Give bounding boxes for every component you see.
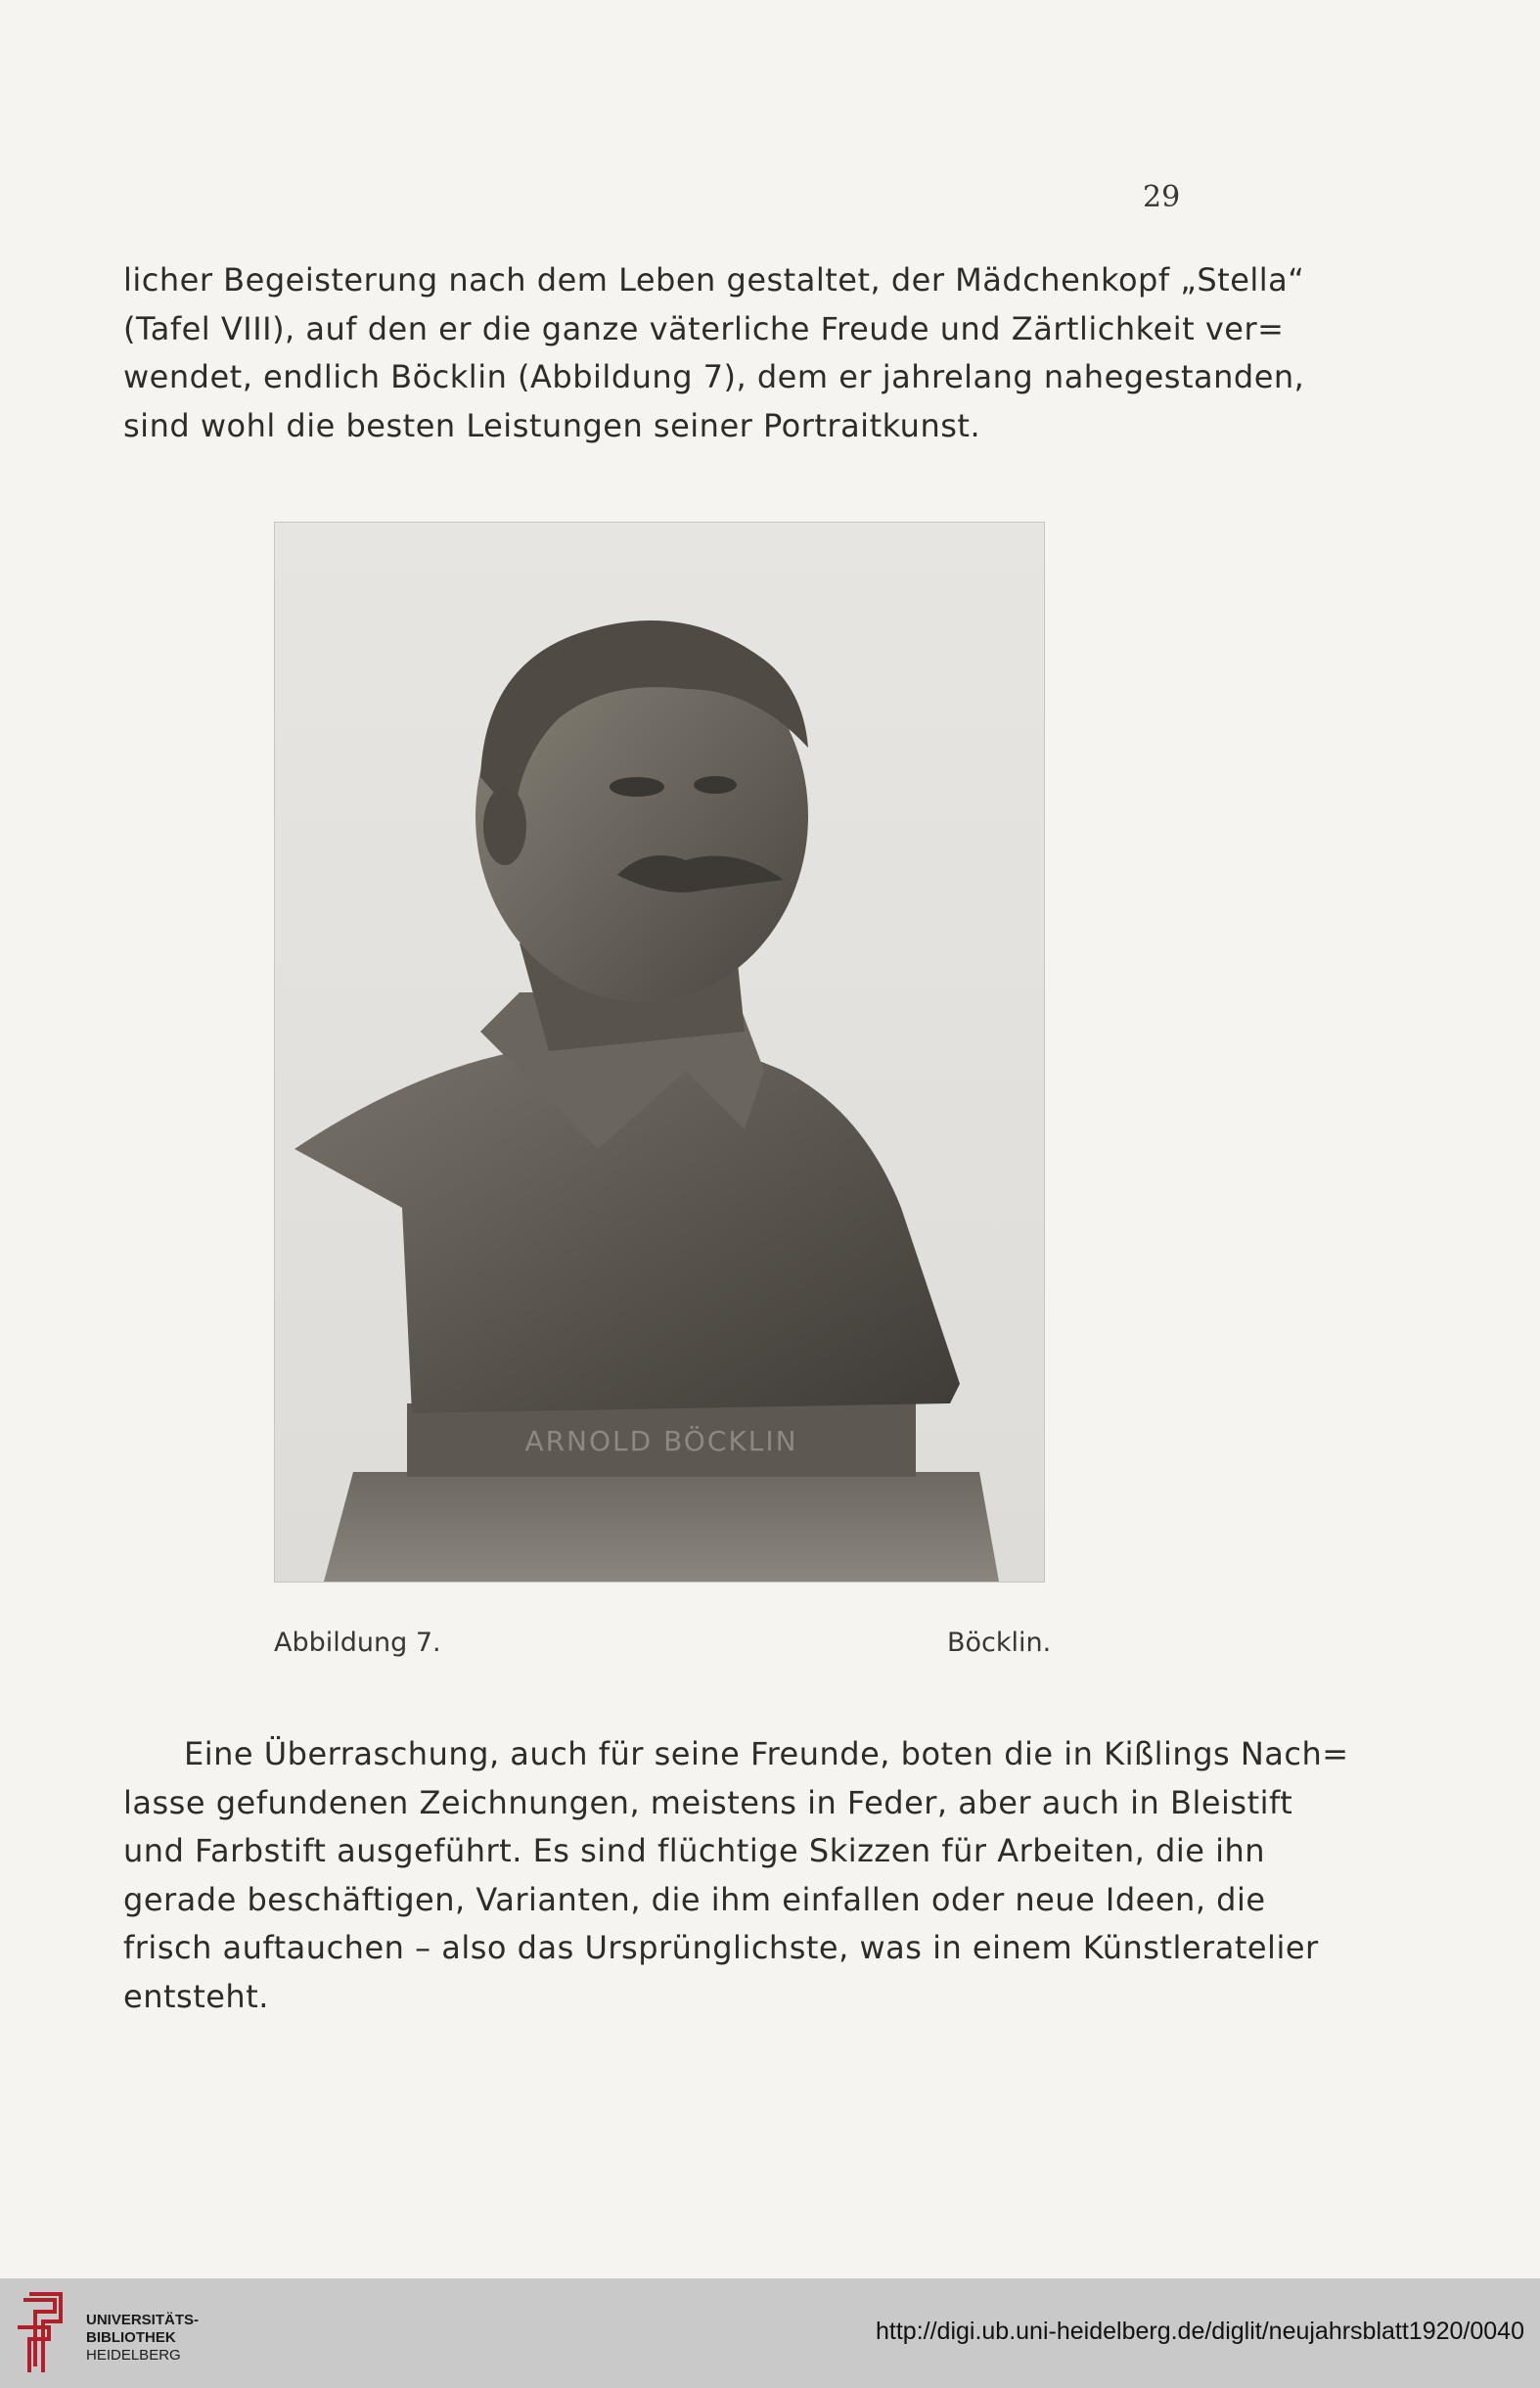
figure-caption-title: Böcklin. bbox=[947, 1628, 1052, 1658]
library-name-line: UNIVERSITÄTS- bbox=[86, 2312, 200, 2328]
paragraph-line: gerade beschäftigen, Varianten, die ihm einfallen oder neue Ideen, die bbox=[123, 1880, 1266, 1918]
library-name-line: HEIDELBERG bbox=[86, 2347, 181, 2364]
pedestal-shape bbox=[324, 1472, 999, 1582]
library-logo-icon bbox=[16, 2292, 74, 2374]
library-name bbox=[86, 2312, 199, 2365]
page-number: 29 bbox=[1143, 180, 1181, 214]
paragraph-line: licher Begeisterung nach dem Leben gestaltet, der Mädchenkopf „Stella“ bbox=[123, 261, 1305, 298]
paragraph-1 bbox=[123, 256, 1305, 450]
eye-right-shape bbox=[694, 776, 737, 794]
permalink-url[interactable]: http://digi.ub.uni-heidelberg.de/diglit/neujahrsblatt1920/0040 bbox=[876, 2318, 1524, 2345]
bust-illustration bbox=[275, 523, 1044, 1582]
paragraph-line: und Farbstift ausgeführt. Es sind flüchtige Skizzen für Arbeiten, die ihn bbox=[123, 1832, 1266, 1869]
figure-caption-number: Abbildung 7. bbox=[274, 1628, 441, 1658]
paragraph-line: wendet, endlich Böcklin (Abbildung 7), dem er jahrelang nahegestanden, bbox=[123, 358, 1305, 395]
paragraph-line: (Tafel VIII), auf den er die ganze väterliche Freude und Zärtlichkeit ver= bbox=[123, 309, 1285, 347]
footer-bar bbox=[0, 2278, 1540, 2388]
paragraph-line: Eine Überraschung, auch für seine Freunde, boten die in Kißlings Nach= bbox=[184, 1735, 1349, 1772]
library-name-line: BIBLIOTHEK bbox=[86, 2329, 176, 2346]
paragraph-line: entsteht. bbox=[123, 1977, 269, 2015]
figure-bust-photo bbox=[274, 522, 1045, 1583]
plinth-inscription: ARNOLD BÖCKLIN bbox=[524, 1425, 798, 1457]
paragraph-line: sind wohl die besten Leistungen seiner Portraitkunst. bbox=[123, 406, 981, 444]
paragraph-2 bbox=[123, 1730, 1349, 2021]
eye-left-shape bbox=[610, 777, 664, 797]
paragraph-line: lasse gefundenen Zeichnungen, meistens in Feder, aber auch in Bleistift bbox=[123, 1783, 1293, 1821]
paragraph-line: frisch auftauchen – also das Ursprünglichste, was in einem Künstleratelier bbox=[123, 1929, 1319, 1966]
ear-shape bbox=[483, 787, 526, 865]
